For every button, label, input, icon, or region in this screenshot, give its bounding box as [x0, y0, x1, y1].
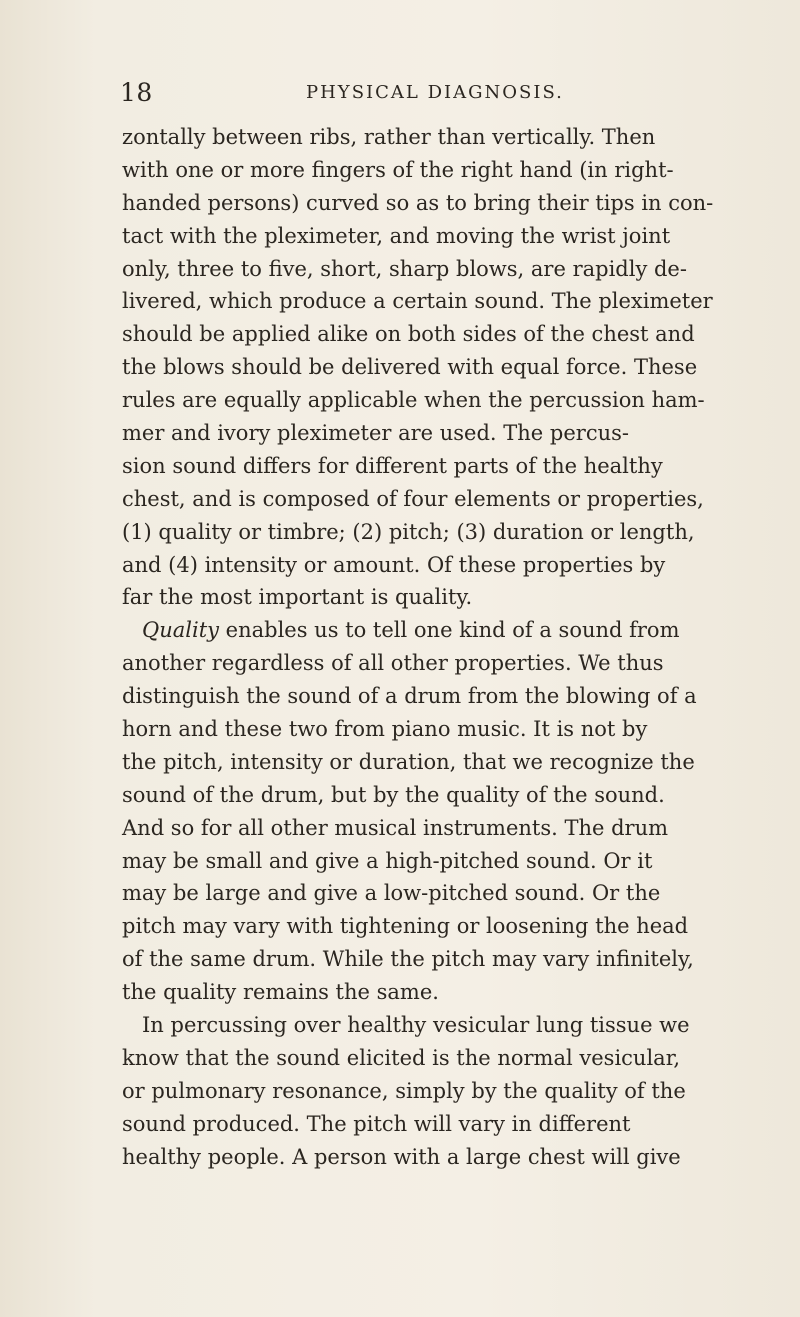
text-line: pitch may vary with tightening or loosening the head — [122, 914, 689, 939]
text-line: the quality remains the same. — [122, 980, 439, 1005]
text-line: may be large and give a low-pitched sound. Or the — [122, 881, 661, 906]
text-line: rules are equally applicable when the percussion ham- — [122, 388, 705, 413]
text-line: may be small and give a high-pitched sound. Or it — [122, 848, 653, 873]
text-line: tact with the pleximeter, and moving the wrist joint — [122, 223, 671, 248]
text-line: of the same drum. While the pitch may vary infinitely, — [122, 947, 694, 972]
text-line: livered, which produce a certain sound. The pleximeter — [122, 289, 713, 314]
text-line: zontally between ribs, rather than vertically. Then — [122, 125, 656, 149]
text-line: only, three to five, short, sharp blows, are rapidly de- — [122, 256, 687, 281]
text-line: and (4) intensity or amount. Of these properties by — [122, 552, 666, 577]
text-line: with one or more fingers of the right hand (in right- — [122, 157, 674, 182]
text-line: sion sound differs for different parts of the healthy — [122, 453, 663, 478]
page-number: 18 — [120, 78, 153, 107]
text-line: another regardless of all other properties. We thus — [122, 651, 664, 676]
text-line: mer and ivory pleximeter are used. The percus- — [122, 421, 629, 446]
text-line: horn and these two from piano music. It is not by — [122, 717, 648, 742]
paragraph-start-line: In percussing over healthy vesicular lung tissue we — [142, 1013, 690, 1038]
text-line: healthy people. A person with a large chest will give — [122, 1144, 681, 1169]
text-line: sound of the drum, but by the quality of the sound. — [122, 782, 665, 807]
text-line: sound produced. The pitch will vary in different — [122, 1111, 631, 1136]
text-line: distinguish the sound of a drum from the blowing of a — [122, 684, 697, 709]
text-line: know that the sound elicited is the normal vesicular, — [122, 1045, 681, 1070]
text-line: should be applied alike on both sides of the chest and — [122, 322, 695, 347]
text-line-rest: enables us to tell one kind of a sound from — [219, 618, 680, 643]
text-line: And so for all other musical instruments. The drum — [122, 815, 669, 840]
text-line: or pulmonary resonance, simply by the quality of the — [122, 1078, 686, 1103]
body-text — [122, 121, 794, 1174]
page-header — [120, 78, 790, 108]
running-head: PHYSICAL DIAGNOSIS. — [306, 82, 564, 103]
text-line: (1) quality or timbre; (2) pitch; (3) duration or length, — [122, 519, 695, 544]
text-line: the blows should be delivered with equal force. These — [122, 355, 698, 380]
text-line: far the most important is quality. — [122, 585, 473, 610]
paragraph-start-line — [122, 614, 794, 647]
italic-term-quality: Quality — [142, 618, 219, 643]
text-line: chest, and is composed of four elements or properties, — [122, 486, 704, 511]
text-line: handed persons) curved so as to bring their tips in con- — [122, 190, 714, 215]
text-line: the pitch, intensity or duration, that we recognize the — [122, 749, 695, 774]
